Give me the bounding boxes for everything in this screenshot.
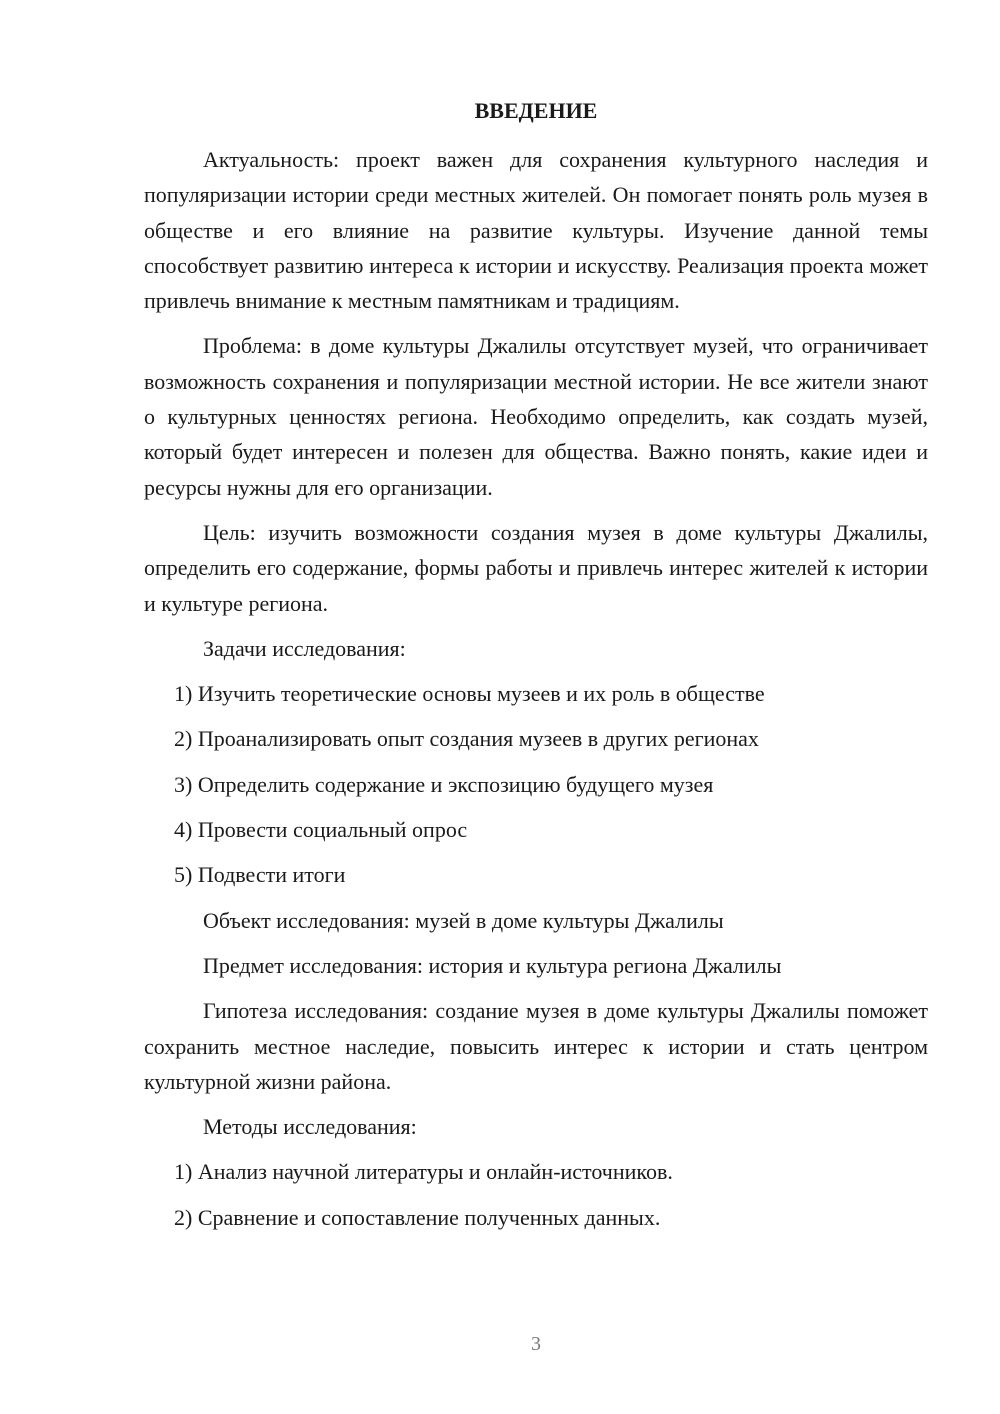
hypothesis-paragraph: Гипотеза исследования: создание музея в доме культуры Джалилы поможет сохранить местное наследие, повысить интерес к истории и стать центром культурной жизни района. <box>144 998 928 1094</box>
relevance-paragraph: Актуальность: проект важен для сохранения культурного наследия и популяризации истории среди местных жителей. Он помогает понять роль музея в обществе и его влияние на развитие культуры. Изучение данной темы способствует развитию интереса к истории и искусству. Реализация проекта может привлечь внимание к местным памятникам и традициям. <box>144 147 928 314</box>
task-item: 3) Определить содержание и экспозицию будущего музея <box>174 771 714 797</box>
page-number: 3 <box>531 1333 541 1355</box>
document-body <box>144 142 928 1235</box>
problem-paragraph: Проблема: в доме культуры Джалилы отсутствует музей, что ограничивает возможность сохранения и популяризации местной истории. Не все жители знают о культурных ценностях региона. Необходимо определить, как создать музей, который будет интересен и полезен для общества. Важно понять, какие идеи и ресурсы нужны для его организации. <box>144 333 928 500</box>
tasks-label: Задачи исследования: <box>203 635 406 661</box>
method-item: 2) Сравнение и сопоставление полученных данных. <box>174 1204 661 1230</box>
page-title: ВВЕДЕНИЕ <box>474 98 598 123</box>
task-item: 4) Провести социальный опрос <box>174 817 468 843</box>
method-item: 1) Анализ научной литературы и онлайн-источников. <box>174 1159 673 1185</box>
task-item: 5) Подвести итоги <box>174 862 346 888</box>
subject-line: Предмет исследования: история и культура региона Джалилы <box>203 952 782 978</box>
methods-label: Методы исследования: <box>203 1114 417 1140</box>
task-item: 2) Проанализировать опыт создания музеев в других регионах <box>174 726 759 752</box>
object-line: Объект исследования: музей в доме культуры Джалилы <box>203 907 724 933</box>
task-item: 1) Изучить теоретические основы музеев и их роль в обществе <box>174 681 765 707</box>
goal-paragraph: Цель: изучить возможности создания музея в доме культуры Джалилы, определить его содержание, формы работы и привлечь интерес жителей к истории и культуре региона. <box>144 519 928 616</box>
